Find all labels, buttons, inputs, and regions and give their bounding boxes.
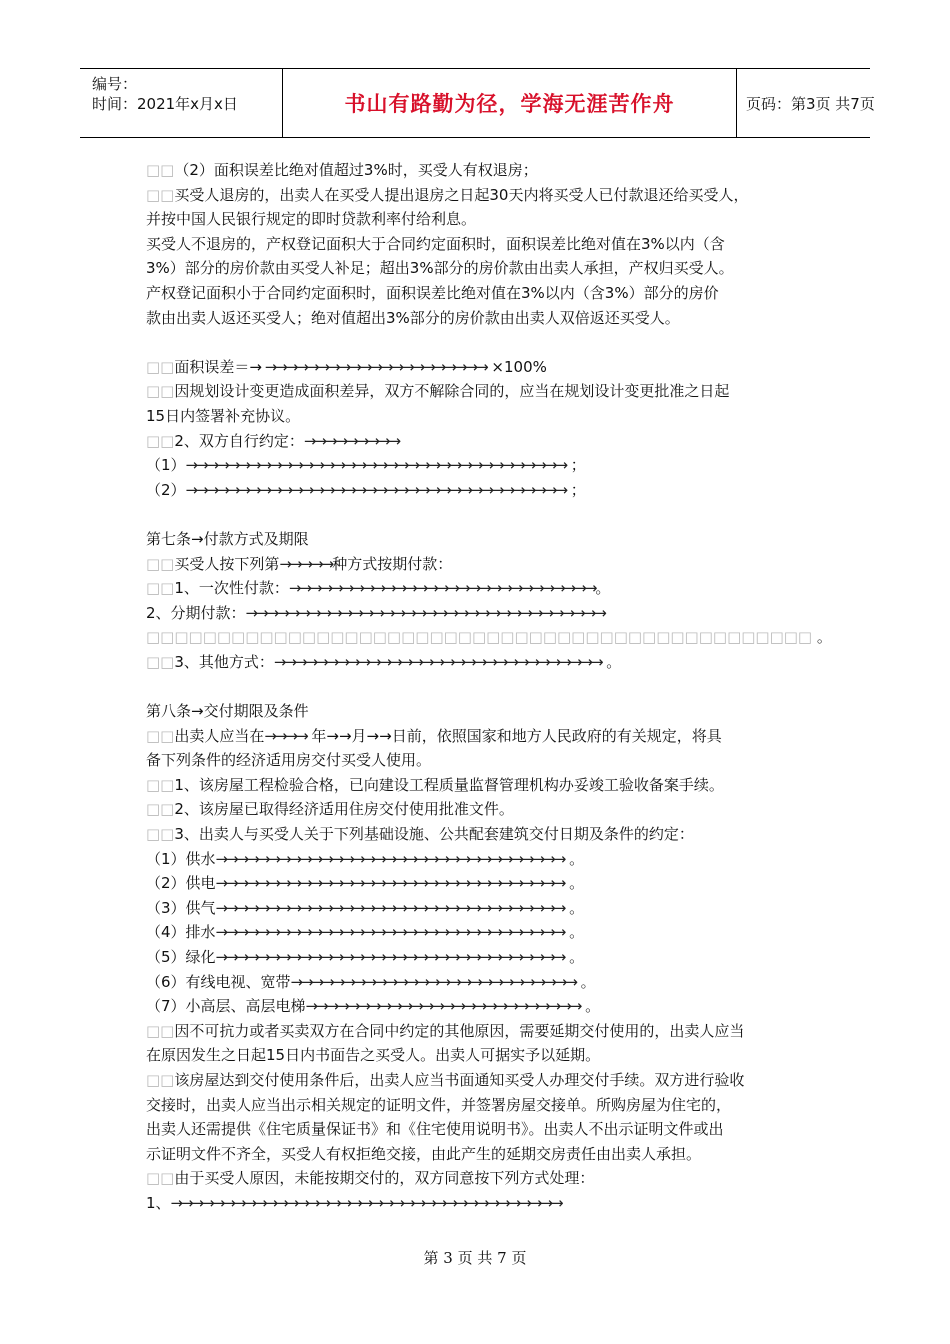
line-suffix: 年→→月→→日前，依照国家和地方人民政府的有关规定，将具 bbox=[306, 726, 722, 745]
text-line bbox=[146, 1043, 810, 1068]
fill-in-blank: →→→→→→→→→→→→→→→→→→→→→→→→→→→→→→→→→ bbox=[215, 874, 565, 893]
line-suffix: ； bbox=[566, 480, 586, 499]
paragraph-gap bbox=[146, 502, 810, 527]
line-text: （6）有线电视、宽带 bbox=[146, 972, 291, 991]
text-line bbox=[146, 847, 810, 872]
line-text: 3%）部分的房价款由买受人补足；超出3%部分的房价款由出卖人承担，产权归买受人。 bbox=[146, 259, 734, 278]
text-line bbox=[146, 920, 810, 945]
line-text: 因不可抗力或者买卖双方在合同中约定的其他原因，需要延期交付使用的，出卖人应当 bbox=[174, 1021, 745, 1040]
fill-in-blank: →→→→→→→→→→→→→→→→→→→→→→→→→→→→→→→→→ bbox=[215, 948, 565, 966]
line-text: 2、该房屋已取得经济适用住房交付使用批准文件。 bbox=[174, 800, 514, 819]
text-line bbox=[146, 232, 810, 257]
line-text: 买受人退房的，出卖人在买受人提出退房之日起30天内将买受人已付款退还给买受人， bbox=[174, 185, 749, 204]
line-text: （1）供水 bbox=[146, 849, 216, 868]
placeholder-marks: □□ bbox=[146, 1021, 175, 1040]
text-line bbox=[146, 453, 810, 478]
line-suffix: 。 bbox=[601, 652, 622, 671]
fill-in-blank: →→→→→→→→→→→→→→→→→→→→→→→→→→→→→→→→→→ bbox=[245, 603, 605, 622]
text-line bbox=[146, 994, 810, 1019]
line-text: 出卖人应当在 bbox=[174, 726, 265, 745]
placeholder-marks: □□ bbox=[146, 579, 175, 598]
placeholder-marks: □□□□□□□□□□□□□□□□□□□□□□□□□□□□□□□□□□□□□□□□□□□□□□□ bbox=[146, 628, 813, 647]
line-text: （7）小高层、高层电梯 bbox=[146, 997, 306, 1016]
header-meta bbox=[80, 69, 282, 137]
text-line bbox=[146, 379, 810, 404]
fill-in-blank: →→→→→→→→→→→→→→→→→→→→→→→→→→→→→→→→→→→→ bbox=[185, 456, 567, 475]
placeholder-marks: □□ bbox=[146, 652, 175, 671]
fill-in-blank: →→→→→→→→→→→→→→→→→→→→→→→→→→ bbox=[305, 997, 581, 1016]
line-text: （2）供电 bbox=[146, 874, 216, 893]
document-number-label: 编号： bbox=[92, 75, 138, 93]
page-footer: 第 3 页 共 7 页 bbox=[423, 1249, 527, 1267]
text-line bbox=[146, 625, 832, 650]
line-text: 款由出卖人返还买受人；绝对值超出3%部分的房价款由出卖人双倍返还买受人。 bbox=[146, 308, 680, 327]
placeholder-marks: □□ bbox=[146, 1169, 175, 1188]
line-text: 该房屋达到交付使用条件后，出卖人应当书面通知买受人办理交付手续。双方进行验收 bbox=[174, 1070, 745, 1089]
text-line bbox=[146, 256, 810, 281]
document-body bbox=[146, 158, 832, 1216]
paragraph-gap bbox=[146, 330, 810, 355]
text-line bbox=[146, 527, 810, 552]
placeholder-marks: □□ bbox=[146, 382, 175, 401]
text-line bbox=[146, 207, 810, 232]
header-page-code: 页码：第3页 共7页 bbox=[746, 94, 875, 113]
line-text: 2、双方自行约定： bbox=[174, 431, 304, 450]
paragraph-gap bbox=[146, 674, 810, 699]
line-text: （2） bbox=[146, 480, 186, 499]
line-text: 第八条→交付期限及条件 bbox=[146, 702, 309, 721]
fill-in-blank: →→→→→→→→→→→→→→→→→→→→→→→→→→→→→→→→→ bbox=[215, 849, 565, 868]
text-line bbox=[146, 797, 810, 822]
line-text: （2）面积误差比绝对值超过3%时，买受人有权退房； bbox=[174, 161, 538, 179]
line-text: 出卖人还需提供《住宅质量保证书》和《住宅使用说明书》。出卖人不出示证明文件或出 bbox=[146, 1120, 724, 1139]
text-line bbox=[146, 429, 810, 454]
text-line bbox=[146, 306, 810, 331]
line-suffix: 。 bbox=[575, 972, 596, 991]
line-suffix: ； bbox=[566, 456, 586, 475]
text-line bbox=[146, 281, 810, 306]
document-date-label: 时间：2021年x月x日 bbox=[92, 95, 238, 113]
text-line bbox=[146, 478, 810, 503]
fill-in-blank: →→→→→→→→→ bbox=[303, 431, 400, 450]
fill-in-blank: →→→→→→→→→→→→→→→→→→→→→→→→→→→→→→→→→→→→→ bbox=[170, 1193, 562, 1212]
text-line bbox=[146, 404, 810, 429]
text-line bbox=[146, 158, 810, 183]
text-line bbox=[146, 748, 810, 773]
fill-in-blank: →→→→→→→→→→→→→→→→→→→→→→→→→→→→→→→→→ bbox=[215, 923, 565, 942]
fill-in-blank: →→→→→→→→→→→→→→→→→→→→→→→→→→→ bbox=[290, 972, 576, 991]
placeholder-marks: □□ bbox=[146, 775, 175, 794]
fill-in-blank: →→→→ bbox=[264, 726, 307, 745]
line-text: 1、该房屋工程检验合格，已向建设工程质量监督管理机构办妥竣工验收备案手续。 bbox=[174, 775, 724, 794]
line-suffix: 。 bbox=[564, 898, 585, 917]
line-suffix: 。 bbox=[564, 849, 585, 868]
line-text: （3）供气 bbox=[146, 898, 216, 917]
text-line bbox=[146, 601, 810, 626]
placeholder-marks: □□ bbox=[146, 554, 175, 573]
text-line bbox=[146, 650, 810, 675]
text-line bbox=[146, 183, 810, 208]
text-line bbox=[146, 1068, 810, 1093]
text-line bbox=[146, 945, 810, 970]
line-text: 2、分期付款： bbox=[146, 603, 246, 622]
line-text: 因规划设计变更造成面积差异，双方不解除合同的，应当在规划设计变更批准之日起 bbox=[174, 382, 730, 401]
line-text: 并按中国人民银行规定的即时贷款利率付给利息。 bbox=[146, 210, 477, 229]
text-line bbox=[146, 1093, 810, 1118]
text-line bbox=[146, 871, 810, 896]
line-text: 15日内签署补充协议。 bbox=[146, 406, 301, 425]
fill-in-blank: →→→→→ bbox=[279, 554, 333, 573]
line-text: （1） bbox=[146, 456, 186, 475]
text-line bbox=[146, 822, 810, 847]
line-text: 产权登记面积小于合同约定面积时，面积误差比绝对值在3%以内（含3%）部分的房价 bbox=[146, 283, 719, 302]
text-line bbox=[146, 970, 810, 995]
header-page-cell bbox=[736, 69, 875, 137]
placeholder-marks: □□ bbox=[146, 161, 175, 179]
line-suffix: 。 bbox=[812, 628, 832, 647]
text-line bbox=[146, 1142, 810, 1167]
line-suffix: 种方式按期付款： bbox=[332, 554, 453, 573]
text-line bbox=[146, 896, 810, 921]
line-suffix: 。 bbox=[564, 948, 585, 966]
header-motto-cell bbox=[282, 69, 737, 137]
fill-in-blank: →→→→→→→→→→→→→→→→→→→→→→→→→→→→→→→ bbox=[273, 652, 602, 671]
fill-in-blank: →→→→→→→→→→→→→→→→→→→→→→→→→→→→→→→→→ bbox=[215, 898, 565, 917]
fill-in-blank: →→→→→→→→→→→→→→→→→→→→→ bbox=[261, 357, 487, 376]
line-suffix: 。 bbox=[564, 923, 585, 942]
text-line bbox=[146, 576, 810, 601]
line-text: （4）排水 bbox=[146, 923, 216, 942]
line-text: 第七条→付款方式及期限 bbox=[146, 529, 309, 548]
line-text: （5）绿化 bbox=[146, 948, 216, 966]
placeholder-marks: □□ bbox=[146, 431, 175, 450]
text-line bbox=[146, 1019, 810, 1044]
text-line bbox=[146, 1191, 810, 1216]
line-suffix: 。 bbox=[564, 874, 585, 893]
line-suffix: 。 bbox=[595, 579, 611, 598]
placeholder-marks: □□ bbox=[146, 800, 175, 819]
text-line bbox=[146, 699, 810, 724]
line-text: 买受人按下列第 bbox=[174, 554, 280, 573]
placeholder-marks: □□ bbox=[146, 726, 175, 745]
text-line bbox=[146, 724, 810, 749]
page-header bbox=[80, 68, 875, 138]
line-text: 由于买受人原因，未能按期交付的，双方同意按下列方式处理： bbox=[174, 1169, 595, 1188]
fill-in-blank: →→→→→→→→→→→→→→→→→→→→→→→→→→→→→ bbox=[288, 579, 596, 598]
fill-in-blank: →→→→→→→→→→→→→→→→→→→→→→→→→→→→→→→→→→→→ bbox=[185, 480, 567, 499]
line-text: 1、 bbox=[146, 1193, 171, 1212]
line-text: 交接时，出卖人应当出示相关规定的证明文件，并签署房屋交接单。所购房屋为住宅的， bbox=[146, 1095, 732, 1114]
placeholder-marks: □□ bbox=[146, 357, 175, 376]
line-text: 1、一次性付款： bbox=[174, 579, 289, 598]
text-line bbox=[146, 552, 810, 577]
line-suffix: ×100% bbox=[486, 357, 547, 376]
line-text: 买受人不退房的，产权登记面积大于合同约定面积时，面积误差比绝对值在3%以内（含 bbox=[146, 234, 725, 253]
placeholder-marks: □□ bbox=[146, 825, 175, 844]
line-text: 面积误差＝→ bbox=[174, 357, 262, 376]
line-text: 在原因发生之日起15日内书面告之买受人。出卖人可据实予以延期。 bbox=[146, 1046, 601, 1065]
text-line bbox=[146, 1117, 810, 1142]
text-line bbox=[146, 773, 810, 798]
line-text: 3、其他方式： bbox=[174, 652, 274, 671]
line-text: 3、出卖人与买受人关于下列基础设施、公共配套建筑交付日期及条件的约定： bbox=[174, 825, 694, 844]
placeholder-marks: □□ bbox=[146, 185, 175, 204]
placeholder-marks: □□ bbox=[146, 1070, 175, 1089]
header-motto: 书山有路勤为径，学海无涯苦作舟 bbox=[344, 92, 675, 116]
line-text: 示证明文件不齐全，买受人有权拒绝交接，由此产生的延期交房责任由出卖人承担。 bbox=[146, 1144, 702, 1163]
line-suffix: 。 bbox=[580, 997, 601, 1016]
text-line bbox=[146, 1166, 810, 1191]
text-line bbox=[146, 355, 810, 380]
line-text: 备下列条件的经济适用房交付买受人使用。 bbox=[146, 751, 432, 770]
